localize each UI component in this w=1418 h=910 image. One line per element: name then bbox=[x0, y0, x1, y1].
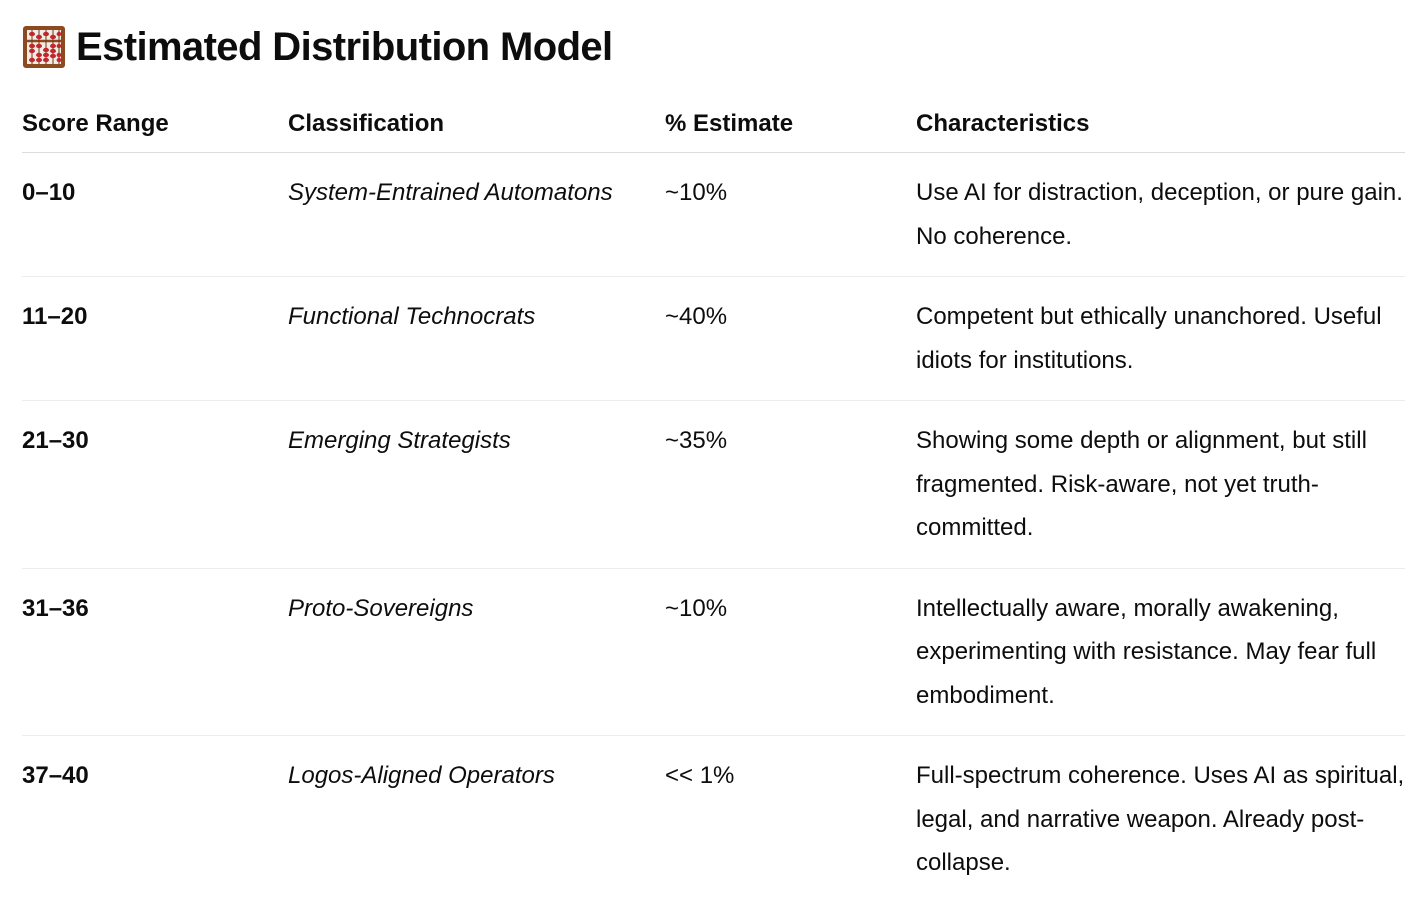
abacus-icon bbox=[22, 25, 66, 69]
cell-score-range: 21–30 bbox=[22, 401, 288, 569]
cell-estimate: ~10% bbox=[665, 568, 916, 736]
cell-characteristics: Full-spectrum coherence. Uses AI as spiritual, legal, and narrative weapon. Already post-collapse. bbox=[916, 762, 1405, 876]
cell-estimate: ~35% bbox=[665, 401, 916, 569]
cell-classification: Emerging Strategists bbox=[288, 401, 665, 569]
header-classification: Classification bbox=[288, 96, 665, 153]
header-estimate: % Estimate bbox=[665, 96, 916, 153]
cell-characteristics: Intellectually aware, morally awakening, experimenting with resistance. May fear full embodiment. bbox=[916, 568, 1405, 736]
table-header-row bbox=[22, 96, 1405, 153]
cell-classification: System-Entrained Automatons bbox=[288, 153, 665, 277]
table-row bbox=[22, 277, 1405, 401]
cell-score-range: 0–10 bbox=[22, 153, 288, 277]
cell-estimate: ~10% bbox=[665, 153, 916, 277]
table-row bbox=[22, 153, 1405, 277]
cell-estimate: << 1% bbox=[665, 762, 735, 789]
header-score-range: Score Range bbox=[22, 96, 288, 153]
cell-characteristics: Use AI for distraction, deception, or pure gain. No coherence. bbox=[916, 153, 1405, 277]
cell-characteristics: Showing some depth or alignment, but still fragmented. Risk-aware, not yet truth-committed. bbox=[916, 401, 1405, 569]
distribution-table bbox=[22, 96, 1405, 903]
table-row bbox=[22, 736, 1405, 903]
table-row bbox=[22, 568, 1405, 736]
cell-classification: Proto-Sovereigns bbox=[288, 568, 665, 736]
page-title: Estimated Distribution Model bbox=[76, 24, 613, 69]
cell-estimate: ~40% bbox=[665, 277, 916, 401]
cell-classification: Functional Technocrats bbox=[288, 277, 665, 401]
header-characteristics: Characteristics bbox=[916, 96, 1405, 153]
cell-score-range: 11–20 bbox=[22, 277, 288, 401]
page-heading bbox=[22, 22, 613, 72]
cell-characteristics: Competent but ethically unanchored. Useful idiots for institutions. bbox=[916, 277, 1405, 401]
cell-classification: Logos-Aligned Operators bbox=[288, 762, 555, 789]
cell-score-range: 37–40 bbox=[22, 762, 89, 789]
table-row bbox=[22, 401, 1405, 569]
cell-score-range: 31–36 bbox=[22, 568, 288, 736]
